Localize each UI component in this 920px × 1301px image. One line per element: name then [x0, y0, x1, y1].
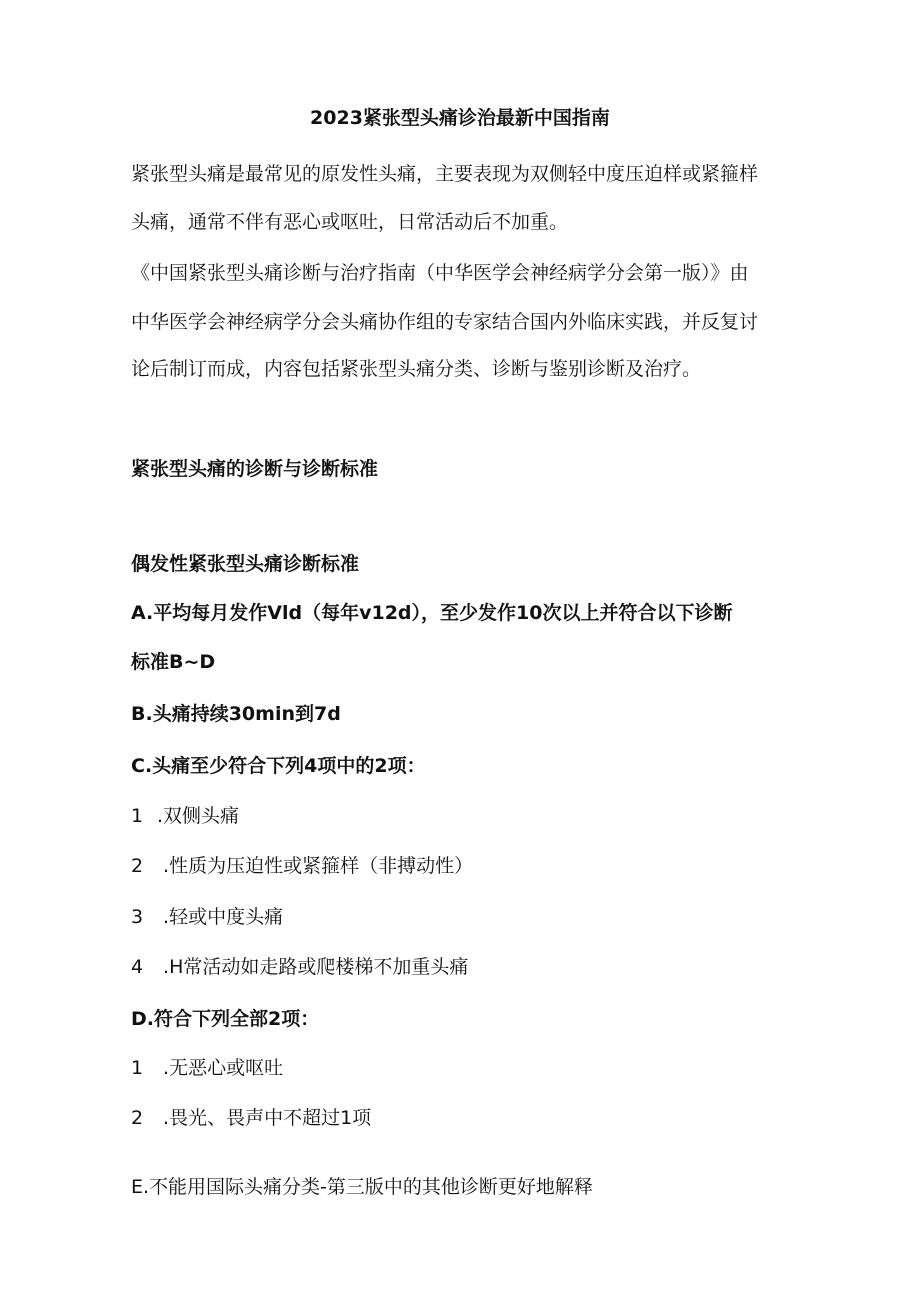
- criterion-c: C.头痛至少符合下列4项中的2项：: [131, 755, 426, 777]
- document-title: 2023紧张型头痛诊治最新中国指南: [310, 107, 610, 129]
- criterion-e: E.不能用国际头痛分类-第三版中的其他诊断更好地解释: [131, 1176, 593, 1198]
- list-item-text: .畏光、畏声中不超过1项: [157, 1107, 372, 1129]
- guide-line-3: 论后制订而成，内容包括紧张型头痛分类、诊断与鉴别诊断及治疗。: [131, 358, 702, 380]
- criterion-d: D.符合下列全部2项：: [131, 1008, 320, 1030]
- list-item-text: .轻或中度头痛: [157, 906, 284, 928]
- list-item-text: .双侧头痛: [157, 805, 240, 827]
- list-item-text: .无恶心或呕吐: [157, 1057, 284, 1079]
- list-item-text: .H常活动如走路或爬楼梯不加重头痛: [157, 956, 469, 978]
- list-item-number: 3: [131, 906, 144, 928]
- guide-line-2: 中华医学会神经病学分会头痛协作组的专家结合国内外临床实践，并反复讨: [131, 311, 759, 333]
- intro-line-1: 紧张型头痛是最常见的原发性头痛，主要表现为双侧轻中度压迫样或紧箍样: [131, 163, 759, 185]
- list-item-text: .性质为压迫性或紧箍样（非搏动性）: [157, 855, 474, 877]
- section-heading: 紧张型头痛的诊断与诊断标准: [131, 458, 379, 480]
- intro-line-2: 头痛，通常不伴有恶心或呕吐，日常活动后不加重。: [131, 211, 569, 233]
- subsection-heading: 偶发性紧张型头痛诊断标准: [131, 553, 360, 575]
- criterion-a-line-1: A.平均每月发作Vld（每年v12d），至少发作10次以上并符合以下诊断: [131, 602, 733, 624]
- criterion-b: B.头痛持续30min到7d: [131, 703, 341, 725]
- list-item: [131, 905, 283, 929]
- guide-line-1: 《中国紧张型头痛诊断与治疗指南（中华医学会神经病学分会第一版）》由: [131, 262, 749, 284]
- list-item: [131, 955, 468, 979]
- list-item-number: 2: [131, 855, 144, 877]
- criterion-a-line-2: 标准B~D: [131, 651, 216, 673]
- list-item-number: 1: [131, 805, 144, 827]
- list-item-number: 1: [131, 1057, 144, 1079]
- list-item: [131, 804, 239, 828]
- list-item: [131, 1106, 371, 1130]
- list-item-number: 4: [131, 956, 144, 978]
- list-item: [131, 854, 473, 878]
- list-item-number: 2: [131, 1107, 144, 1129]
- list-item: [131, 1056, 283, 1080]
